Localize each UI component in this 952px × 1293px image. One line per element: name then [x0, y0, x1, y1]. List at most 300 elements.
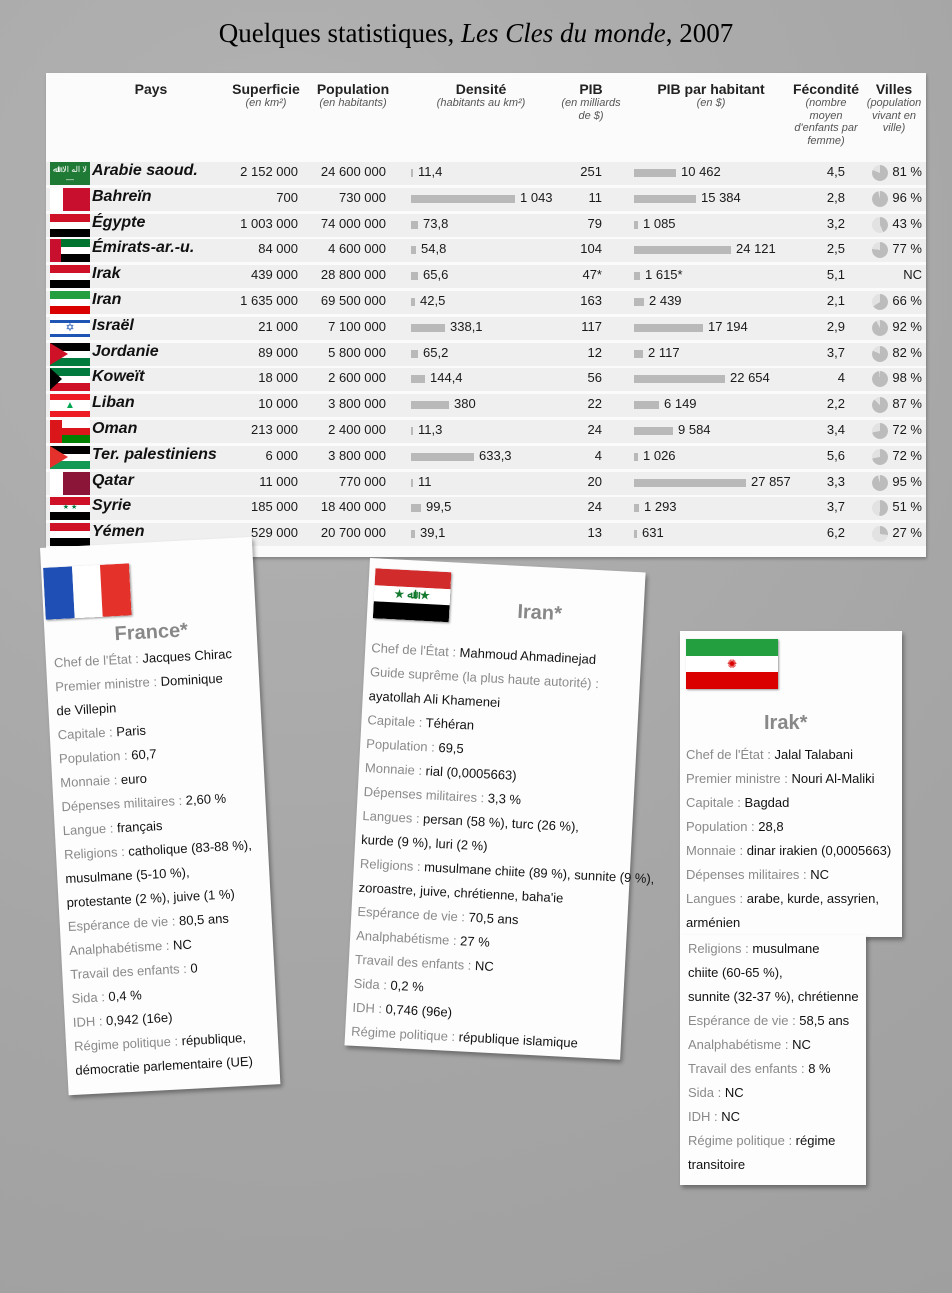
cell-densite: 42,5	[420, 293, 446, 308]
cell-pib: 79	[587, 215, 602, 231]
densite-bar	[411, 504, 421, 512]
cell-densite: 65,2	[423, 344, 449, 360]
card-line-value: Jalal Talabani	[774, 747, 854, 762]
cell-pib-habitant: 15 384	[701, 189, 741, 205]
densite-bar	[411, 375, 425, 383]
row-background	[46, 343, 926, 366]
cell-fecondite: 3,7	[826, 499, 845, 515]
pib-habitant-bar	[634, 504, 639, 512]
card-line-value: sunnite (32-37 %), chrétienne	[688, 989, 859, 1004]
card-line	[686, 911, 900, 935]
cell-fecondite: 2,5	[826, 241, 845, 257]
cell-densite: 380	[454, 396, 476, 412]
card-line-value: musulmane chiite (89 %), sunnite (9 %),	[423, 859, 655, 887]
cell-population: 69 500 000	[320, 293, 386, 308]
cell-densite: 338,1	[450, 318, 483, 334]
card-line-label: IDH :	[72, 1013, 107, 1030]
cell-population: 770 000	[339, 473, 386, 489]
card-line-value: Nouri Al-Maliki	[791, 771, 875, 786]
densite-bar	[411, 401, 449, 409]
card-line-value: kurde (9 %), luri (2 %)	[360, 831, 488, 854]
card-line	[686, 767, 900, 791]
card-irak-body-top	[686, 743, 900, 935]
card-line	[686, 887, 900, 911]
cell-pays: Émirats-ar.-u.	[92, 239, 195, 257]
card-line-label: Religions :	[359, 855, 425, 875]
card-line-value: 28,8	[758, 819, 784, 834]
pib-habitant-bar	[634, 221, 638, 229]
header-population: Population (en habitants)	[316, 81, 390, 110]
title-source: Les Cles du monde	[460, 18, 666, 48]
cell-pib: 4	[594, 447, 602, 463]
card-line-value: démocratie parlementaire (UE)	[74, 1053, 254, 1078]
card-line-value: NC	[810, 867, 830, 882]
table-row	[46, 419, 926, 445]
densite-bar	[411, 350, 418, 358]
cell-pib-habitant: 6 149	[664, 396, 697, 412]
card-line-label: Capitale :	[57, 724, 117, 743]
pib-habitant-bar	[634, 401, 659, 409]
card-line	[686, 743, 900, 767]
country-flag-icon: ★ ★	[50, 497, 90, 520]
row-background	[46, 472, 926, 495]
card-line-value: arabe, kurde, assyrien,	[746, 891, 879, 906]
france-flag	[43, 563, 132, 619]
row-background	[46, 420, 926, 443]
card-line-label: Monnaie :	[686, 843, 747, 858]
pib-habitant-bar	[634, 427, 673, 435]
cell-villes: NC	[903, 267, 922, 283]
densite-bar	[411, 221, 418, 229]
cell-pays: Oman	[92, 420, 138, 437]
cell-pays: Jordanie	[92, 342, 159, 360]
cell-pib-habitant: 1 085	[643, 215, 676, 231]
cell-villes: 72 %	[892, 447, 922, 463]
cell-villes: 43 %	[892, 215, 922, 231]
card-line	[688, 985, 864, 1009]
card-line	[688, 1033, 864, 1057]
cell-pays: Israël	[92, 316, 134, 334]
card-line-label: Dépenses militaires :	[363, 784, 489, 806]
card-line-label: Monnaie :	[364, 760, 427, 779]
cell-fecondite: 4	[837, 370, 845, 386]
card-line-label: Chef de l'État :	[686, 747, 775, 762]
cell-densite: 633,3	[479, 447, 512, 463]
header-densite: Densité (habitants au km²)	[436, 81, 526, 110]
cell-pays: Arabie saoud.	[92, 162, 198, 179]
table-row	[46, 445, 926, 471]
card-line-value: musulmane	[752, 941, 820, 956]
card-line-value: régime	[795, 1133, 836, 1148]
cell-fecondite: 2,8	[826, 189, 845, 205]
cell-densite: 11,4	[418, 164, 443, 179]
card-line-label: Population :	[686, 819, 759, 834]
card-line-label: Monnaie :	[59, 772, 122, 791]
densite-bar	[411, 530, 415, 538]
densite-bar	[411, 479, 413, 487]
title-year: 2007	[679, 18, 734, 48]
cell-pib-habitant: 2 117	[648, 344, 680, 360]
cell-pib: 251	[580, 164, 602, 179]
cell-pays: Qatar	[92, 471, 134, 489]
card-line-label: Langue :	[62, 820, 118, 839]
cell-fecondite: 2,9	[826, 318, 845, 334]
pib-habitant-bar	[634, 350, 643, 358]
cell-pib: 11	[588, 189, 602, 205]
cell-densite: 11	[418, 473, 432, 489]
card-line	[688, 961, 864, 985]
card-line-value: dinar irakien (0,0005663)	[746, 843, 892, 858]
card-line-label: Sida :	[353, 975, 391, 993]
cell-pib-habitant: 22 654	[730, 370, 770, 386]
cell-pib-habitant: 17 194	[708, 318, 748, 334]
pib-habitant-bar	[634, 272, 640, 280]
country-flag-icon: ✡	[50, 317, 90, 340]
table-row	[46, 393, 926, 419]
card-irak-bottom	[680, 935, 866, 1185]
table-row	[46, 290, 926, 316]
cell-pib: 13	[587, 525, 602, 541]
cell-villes: 27 %	[892, 525, 922, 541]
card-line	[686, 839, 900, 863]
card-line-label: Capitale :	[367, 712, 427, 731]
cell-villes: 95 %	[892, 473, 922, 489]
card-line-value: français	[116, 817, 163, 836]
card-line-value: 0,746 (96e)	[385, 1001, 453, 1020]
cell-fecondite: 3,2	[826, 215, 845, 231]
card-line-value: république,	[181, 1029, 247, 1049]
title-prefix: Quelques statistiques,	[218, 18, 455, 48]
cell-villes: 98 %	[892, 370, 922, 386]
table-row	[46, 213, 926, 239]
card-line-value: Bagdad	[744, 795, 790, 810]
country-flag-icon	[50, 472, 90, 495]
cell-superficie: 1 635 000	[240, 293, 298, 308]
cell-superficie: 529 000	[251, 525, 298, 541]
cell-densite: 1 043	[520, 189, 553, 205]
card-line	[688, 1081, 864, 1105]
country-flag-icon	[50, 291, 90, 314]
card-line-value: 0,2 %	[390, 977, 425, 995]
country-flag-icon	[50, 420, 90, 443]
card-line-label: Guide suprême (la plus haute autorité) :	[369, 664, 600, 692]
country-flag-icon	[50, 188, 90, 211]
cell-villes: 92 %	[892, 318, 922, 334]
pib-habitant-bar	[634, 246, 731, 254]
densite-bar	[411, 324, 445, 332]
densite-bar	[411, 246, 416, 254]
card-line-label: IDH :	[688, 1109, 722, 1124]
cell-villes: 82 %	[892, 344, 922, 360]
cell-villes: 51 %	[892, 499, 922, 515]
card-line-label: Régime politique :	[73, 1033, 183, 1054]
pib-habitant-bar	[634, 169, 676, 177]
cell-superficie: 10 000	[258, 396, 298, 412]
pib-habitant-bar	[634, 375, 725, 383]
row-background	[46, 368, 926, 391]
table-row	[46, 496, 926, 522]
card-line-value: NC	[474, 958, 495, 975]
card-line-value: république islamique	[458, 1029, 579, 1051]
country-flag-icon	[50, 265, 90, 288]
table-row	[46, 367, 926, 393]
cell-population: 5 800 000	[328, 344, 386, 360]
card-line-label: Régime politique :	[350, 1023, 460, 1045]
card-line-value: 0,942 (16e)	[105, 1009, 173, 1029]
card-line-value: 69,5	[438, 739, 465, 757]
card-line-label: Langues :	[686, 891, 747, 906]
cell-pays: Égypte	[92, 213, 146, 231]
card-irak-top	[680, 631, 902, 937]
card-line-label: Premier ministre :	[686, 771, 792, 786]
card-irak-title: Irak*	[764, 712, 808, 734]
pib-habitant-bar	[634, 453, 638, 461]
table-row	[46, 264, 926, 290]
card-line-value: NC	[721, 1109, 741, 1124]
card-line-value: 70,5 ans	[468, 909, 519, 928]
cell-pays: Syrie	[92, 497, 132, 515]
cell-pib: 22	[587, 396, 602, 412]
cell-population: 2 400 000	[328, 422, 386, 437]
cell-pib: 56	[587, 370, 602, 386]
pib-habitant-bar	[634, 530, 637, 538]
card-line-label: Chef de l'État :	[53, 650, 143, 671]
card-line-value: chiite (60-65 %),	[688, 965, 783, 980]
cell-population: 3 800 000	[328, 447, 386, 463]
densite-bar	[411, 453, 474, 461]
iran-flag-on-irak-card: ✺	[686, 639, 778, 689]
densite-bar	[411, 195, 515, 203]
card-line-label: Chef de l'État :	[370, 640, 461, 660]
cell-pays: Iran	[92, 291, 122, 308]
cell-pays: Yémen	[92, 523, 145, 541]
card-line-value: 27 %	[459, 933, 491, 950]
cell-pays: Bahreïn	[92, 187, 152, 205]
pib-habitant-bar	[634, 195, 696, 203]
card-line	[688, 937, 864, 961]
table-row	[46, 238, 926, 264]
country-flag-icon	[50, 239, 90, 262]
row-background	[46, 317, 926, 340]
card-line	[686, 791, 900, 815]
cell-pays: Liban	[92, 394, 135, 412]
card-line-value: musulmane (5-10 %),	[64, 864, 190, 887]
header-pib: PIB (en milliards de $)	[561, 81, 621, 122]
cell-densite: 11,3	[418, 422, 443, 437]
card-line-value: 2,60 %	[185, 790, 227, 808]
card-line-value: Mahmoud Ahmadinejad	[459, 644, 597, 667]
card-line-value: Dominique	[160, 670, 224, 689]
country-flag-icon	[50, 368, 90, 391]
cell-pib: 117	[581, 318, 602, 334]
row-background	[46, 265, 926, 288]
card-line	[686, 815, 900, 839]
cell-superficie: 18 000	[258, 370, 298, 386]
cell-superficie: 6 000	[265, 447, 298, 463]
cell-villes: 81 %	[892, 164, 922, 179]
row-background	[46, 497, 926, 520]
cell-pib-habitant: 2 439	[649, 293, 682, 308]
card-line	[688, 1105, 864, 1129]
cell-superficie: 89 000	[258, 344, 298, 360]
cell-superficie: 439 000	[251, 267, 298, 283]
row-background	[46, 394, 926, 417]
cell-fecondite: 2,1	[826, 293, 845, 308]
cell-population: 20 700 000	[320, 525, 386, 541]
cell-pib-habitant: 1 615*	[645, 267, 683, 283]
card-line	[688, 1009, 864, 1033]
card-line-value: 0	[189, 960, 199, 976]
statistics-table	[46, 73, 926, 557]
card-line-label: Sida :	[688, 1085, 725, 1100]
page-title: Quelques statistiques, Les Cles du monde, 2007	[218, 18, 734, 48]
table-row	[46, 187, 926, 213]
card-france-title: France*	[114, 619, 189, 646]
cell-pays: Ter. palestiniens	[92, 445, 217, 463]
card-line-value: transitoire	[688, 1157, 746, 1172]
country-flag-icon	[50, 343, 90, 366]
cell-densite: 99,5	[426, 499, 452, 515]
card-line-label: Espérance de vie :	[688, 1013, 800, 1028]
cell-population: 4 600 000	[328, 241, 386, 257]
pib-habitant-bar	[634, 479, 746, 487]
pib-habitant-bar	[634, 298, 644, 306]
country-flag-icon	[50, 446, 90, 469]
cell-population: 28 800 000	[320, 267, 386, 283]
cell-densite: 73,8	[423, 215, 449, 231]
cell-villes: 72 %	[892, 422, 922, 437]
card-iran-title: Iran*	[516, 600, 563, 626]
card-line-value: arménien	[686, 915, 741, 930]
card-line	[686, 863, 900, 887]
cell-densite: 65,6	[423, 267, 449, 283]
card-line-value: Paris	[115, 722, 147, 740]
card-iran-body	[350, 636, 655, 1057]
card-france	[40, 537, 280, 1095]
card-iran	[344, 558, 655, 1060]
card-line-value: 58,5 ans	[799, 1013, 850, 1028]
iraq-flag-on-iran-card: ★ ﺍﷲ ★	[373, 568, 452, 622]
header-pib-habitant: PIB par habitant (en $)	[657, 81, 765, 110]
card-line-label: Dépenses militaires :	[686, 867, 811, 882]
row-background	[46, 214, 926, 237]
card-line-label: Espérance de vie :	[67, 913, 180, 935]
card-line-label: Capitale :	[686, 795, 745, 810]
card-line-value: euro	[120, 770, 148, 788]
card-line-value: 8 %	[808, 1061, 831, 1076]
card-line-label: Dépenses militaires :	[61, 792, 187, 815]
cell-pib: 104	[580, 241, 602, 257]
densite-bar	[411, 169, 413, 177]
card-line-value: persan (58 %), turc (26 %),	[422, 811, 580, 835]
cell-pib-habitant: 27 857	[751, 473, 791, 489]
card-line-label: Population :	[58, 747, 132, 767]
cell-fecondite: 2,2	[826, 396, 845, 412]
cell-pays: Irak	[92, 265, 121, 283]
cell-pib: 12	[587, 344, 602, 360]
cell-densite: 39,1	[420, 525, 446, 541]
cell-superficie: 21 000	[258, 318, 298, 334]
card-line-label: Espérance de vie :	[357, 903, 470, 925]
card-line-value: Jacques Chirac	[142, 646, 233, 666]
cell-villes: 96 %	[892, 189, 922, 205]
card-line-label: Sida :	[71, 989, 109, 1006]
cell-villes: 66 %	[892, 293, 922, 308]
card-line-label: Religions :	[688, 941, 753, 956]
cell-fecondite: 5,1	[826, 267, 845, 283]
card-line-label: Travail des enfants :	[688, 1061, 809, 1076]
pib-habitant-bar	[634, 324, 703, 332]
cell-superficie: 2 152 000	[240, 164, 298, 179]
country-flag-icon	[50, 214, 90, 237]
card-line-label: Travail des enfants :	[354, 951, 476, 974]
card-line-value: Téhéran	[425, 715, 475, 733]
header-villes: Villes (population vivant en ville)	[866, 81, 922, 135]
card-line-value: 3,3 %	[487, 790, 522, 808]
card-line-value: ayatollah Ali Khamenei	[368, 688, 501, 710]
cell-fecondite: 6,2	[826, 525, 845, 541]
card-line-label: Analphabétisme :	[355, 927, 461, 949]
card-line-label: Religions :	[63, 843, 129, 863]
card-line-value: rial (0,0005663)	[425, 763, 517, 783]
card-line-label: Premier ministre :	[54, 673, 162, 695]
densite-bar	[411, 427, 413, 435]
cell-villes: 87 %	[892, 396, 922, 412]
row-background	[46, 291, 926, 314]
cell-superficie: 700	[276, 189, 298, 205]
card-line-label: Analphabétisme :	[688, 1037, 793, 1052]
cell-pib: 24	[587, 499, 602, 515]
card-line-value: NC	[172, 936, 193, 953]
card-line-value: catholique (83-88 %),	[127, 837, 253, 859]
card-line-value: 0,4 %	[108, 987, 143, 1005]
card-line-value: 60,7	[130, 746, 157, 763]
cell-fecondite: 3,4	[826, 422, 845, 437]
cell-villes: 77 %	[892, 241, 922, 257]
cell-population: 2 600 000	[328, 370, 386, 386]
card-line-value: NC	[724, 1085, 744, 1100]
cell-population: 24 600 000	[320, 164, 386, 179]
cell-pib-habitant: 1 026	[643, 447, 676, 463]
card-line-value: protestante (2 %), juive (1 %)	[66, 886, 236, 911]
card-france-body	[53, 640, 285, 1082]
card-line-value: 80,5 ans	[178, 910, 230, 929]
table-row	[46, 161, 926, 187]
card-line-label: Population :	[365, 736, 439, 755]
cell-superficie: 84 000	[258, 241, 298, 257]
cell-densite: 54,8	[421, 241, 447, 257]
country-flag-icon	[50, 523, 90, 546]
card-line-label: Langues :	[362, 807, 424, 827]
cell-superficie: 11 000	[259, 473, 298, 489]
cell-population: 18 400 000	[320, 499, 386, 515]
card-line-label: Analphabétisme :	[68, 937, 174, 959]
cell-pib-habitant: 24 121	[736, 241, 776, 257]
cell-pib-habitant: 1 293	[644, 499, 677, 515]
cell-pib: 24	[587, 422, 602, 437]
cell-population: 74 000 000	[320, 215, 386, 231]
cell-pib: 20	[587, 473, 602, 489]
country-flag-icon: ▲	[50, 394, 90, 417]
cell-pib: 47*	[582, 267, 602, 283]
header-pays: Pays	[134, 81, 168, 97]
cell-pib-habitant: 631	[642, 525, 664, 541]
cell-pib: 163	[580, 293, 602, 308]
cell-pib-habitant: 10 462	[681, 164, 721, 179]
cell-fecondite: 3,7	[826, 344, 845, 360]
card-line-value: de Villepin	[56, 700, 117, 719]
table-row	[46, 342, 926, 368]
